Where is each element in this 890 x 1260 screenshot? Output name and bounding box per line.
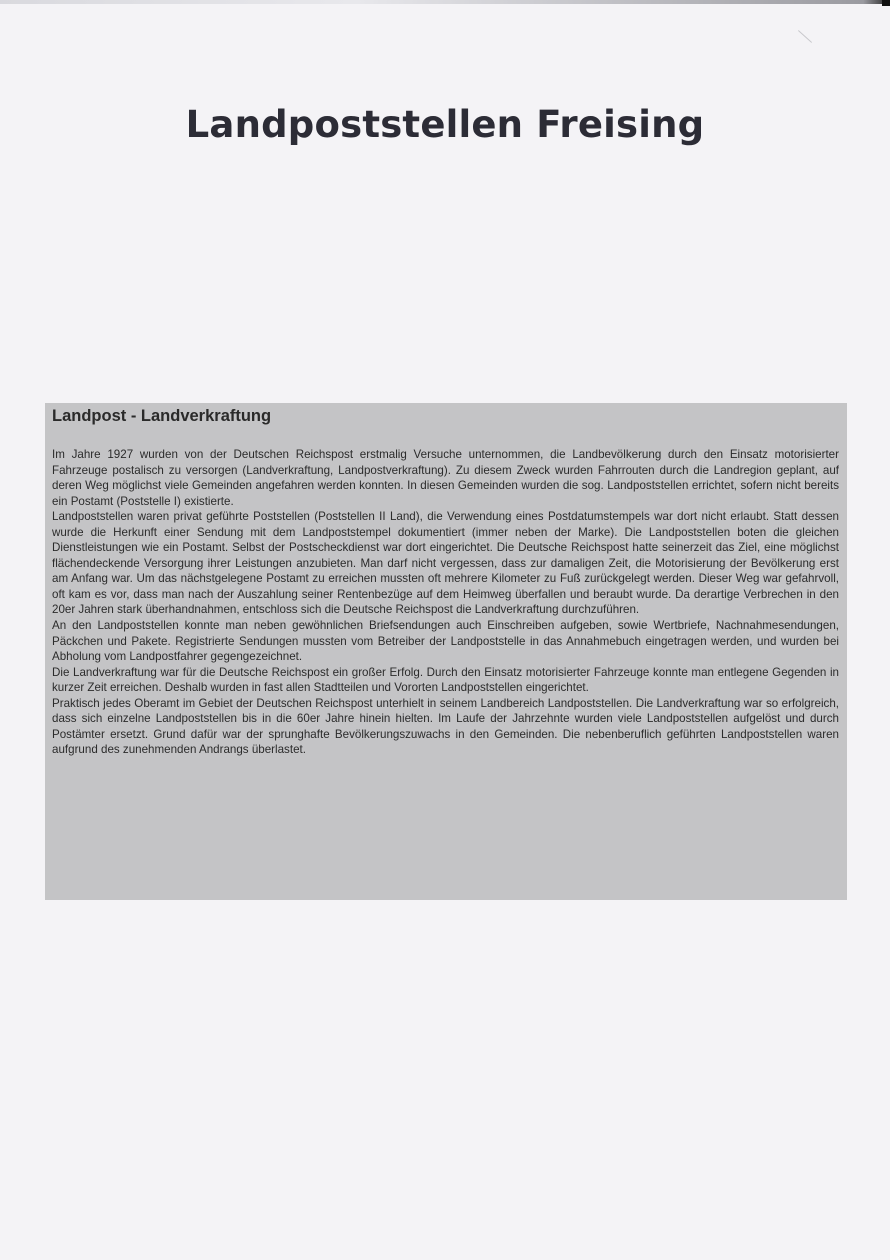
- article-box: [45, 403, 847, 900]
- article-heading: Landpost - Landverkraftung: [52, 407, 272, 425]
- page-corner-mark: [882, 0, 890, 6]
- article-paragraph: An den Landpoststellen konnte man neben gewöhnlichen Briefsendungen auch Einschreiben aufgeben, sowie Wertbriefe, Nachnahmesendungen, Päckchen und Pakete. Registrierte Sendungen mussten vom Betreiber der Landpoststelle in das Annahmebuch eingetragen werden, und wurden bei Abholung vom Landpostfahrer gegengezeichnet.: [52, 619, 839, 664]
- article-paragraph: Die Landverkraftung war für die Deutsche Reichspost ein großer Erfolg. Durch den Einsatz motorisierter Fahrzeuge konnte man entlegene Gegenden in kurzer Zeit erreichen. Deshalb wurden in fast allen Stadtteilen und Vororten Landpoststellen eingerichtet.: [52, 665, 839, 695]
- article-paragraph: Im Jahre 1927 wurden von der Deutschen Reichspost erstmalig Versuche unternommen, die Landbevölkerung durch den Einsatz motorisierter Fahrzeuge postalisch zu versorgen (Landverkraftung, Landpostverkraftung). Zu diesem Zweck wurden Fahrrouten durch die Landregion geplant, auf deren Weg möglichst viele Gemeinden angefahren werden konnten. In diesen Gemeinden wurden die sog. Landpoststellen errichtet, sofern nicht bereits ein Postamt (Poststelle I) existierte.: [52, 448, 839, 508]
- article-body: [52, 447, 839, 758]
- article-paragraph: Praktisch jedes Oberamt im Gebiet der Deutschen Reichspost unterhielt in seinem Landbereich Landpoststellen. Die Landverkraftung war so erfolgreich, dass sich einzelne Landpoststellen bis in die 60er Jahre hinein hielten. Im Laufe der Jahrzehnte wurden viele Landpoststellen aufgelöst und durch Postämter ersetzt. Grund dafür war der sprunghafte Bevölkerungszuwachs in den Gemeinden. Die nebenberuflich geführten Landpoststellen waren aufgrund des zunehmenden Andrangs überlastet.: [52, 696, 839, 757]
- paper-scratch-mark: [798, 30, 812, 43]
- page-title: Landpoststellen Freising: [185, 102, 705, 146]
- page-top-edge: [0, 0, 890, 4]
- article-paragraph: Landpoststellen waren privat geführte Poststellen (Poststellen II Land), die Verwendung eines Postdatumstempels war dort nicht erlaubt. Statt dessen wurde die Herkunft einer Sendung mit dem Landpoststempel dokumentiert (immer neben der Marke). Die Landpoststellen boten die gleichen Dienstleistungen wie ein Postamt. Selbst der Postscheckdienst war dort eingerichtet. Die Deutsche Reichspost hatte seinerzeit das Ziel, eine möglichst flächendeckende Versorgung ihrer Leistungen anzubieten. Man darf nicht vergessen, dass zur damaligen Zeit, die Motorisierung der Bevölkerung erst am Anfang war. Um das nächstgelegene Postamt zu erreichen mussten oft mehrere Kilometer zu Fuß zurückgelegt werden. Dieser Weg war gefahrvoll, oft kam es vor, dass man nach der Auszahlung seiner Rentenbezüge auf dem Heimweg überfallen und beraubt wurde. Da derartige Verbrechen in den 20er Jahren stark überhandnahmen, entschloss sich die Deutsche Reichspost die Landverkraftung durchzuführen.: [52, 510, 839, 617]
